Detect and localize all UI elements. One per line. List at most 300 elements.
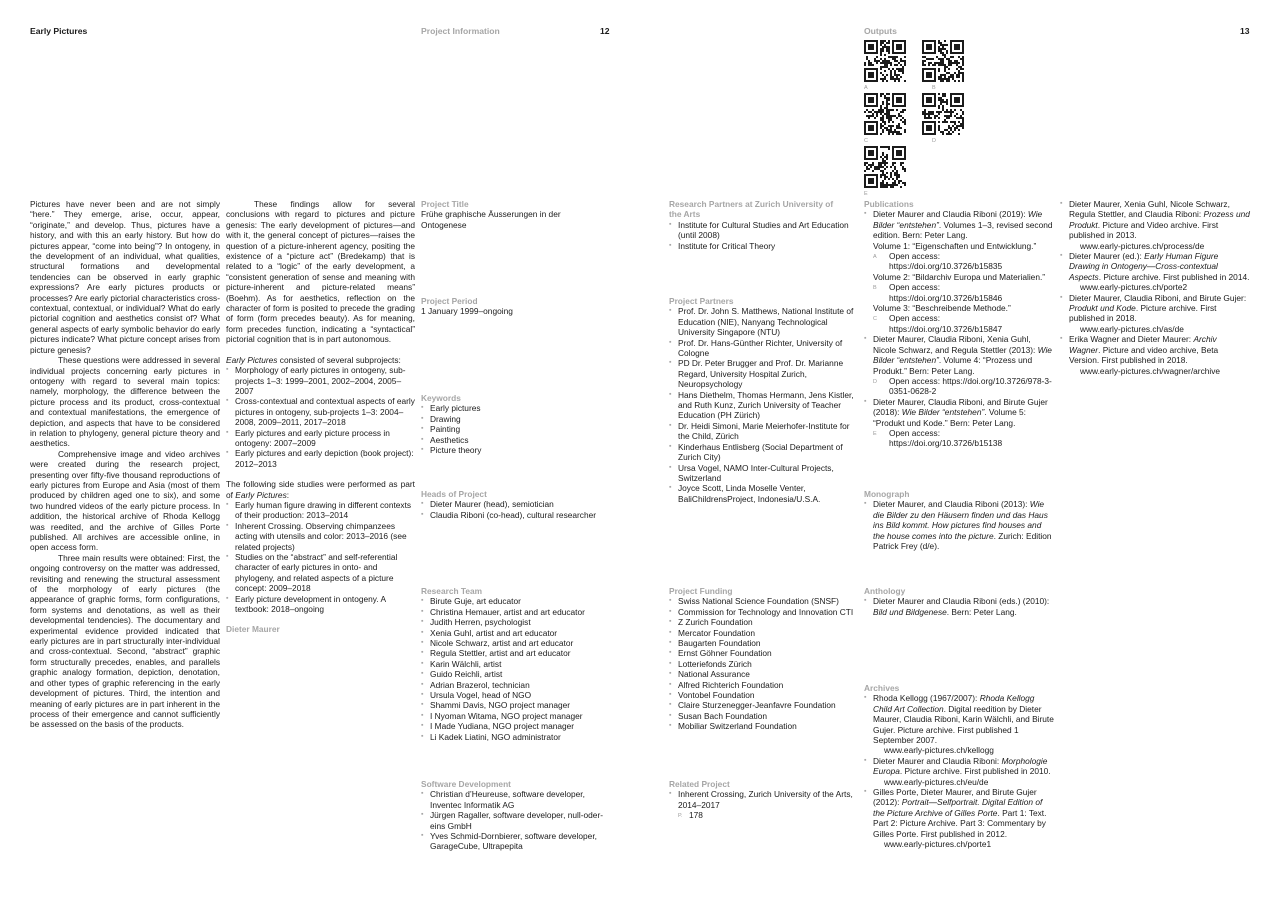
qr-module <box>890 62 892 64</box>
list-item: ▪ Inherent Crossing. Observing chimpanzees acting with utensils and color: 2013–2016 (see related projects) <box>226 521 415 552</box>
qr-module <box>936 115 938 117</box>
list-item: ▪ Joyce Scott, Linda Moselle Venter, BaliChildrensProject, Indonesia/U.S.A. <box>669 483 859 504</box>
project-period-block <box>421 296 601 317</box>
qr-module <box>938 125 940 127</box>
archive-item: ▪ Dieter Maurer, Claudia Riboni, and Birute Gujer: Produkt und Kode. Picture archive. First published in 2018. <box>1060 293 1250 324</box>
qr-module <box>890 176 892 178</box>
qr-module <box>900 119 902 121</box>
qr-module <box>868 64 870 66</box>
qr-module <box>962 56 964 58</box>
qr-module <box>888 62 890 64</box>
qr-module <box>886 166 888 168</box>
qr-module <box>958 121 960 123</box>
qr-module <box>884 160 886 162</box>
qr-module <box>898 115 900 117</box>
qr-module <box>942 109 944 111</box>
qr-module <box>884 113 886 115</box>
qr-label-c: C <box>864 138 868 144</box>
qr-module <box>938 58 940 60</box>
open-access-link[interactable]: E Open access: https://doi.org/10.3726/b15138 <box>873 427 1003 449</box>
qr-module <box>924 109 926 111</box>
qr-module <box>880 62 882 64</box>
qr-module <box>884 164 886 166</box>
qr-module <box>904 182 906 184</box>
qr-module <box>882 50 884 52</box>
qr-module <box>884 97 886 99</box>
publication-item: ▪ Dieter Maurer, and Claudia Riboni (2013): Wie die Bilder zu den Häusern finden und das Haus ins Bild kommt. How pictures find houses and the house comes into the picture. Zurich: Edition Patrick Frey (d/e). <box>864 499 1054 551</box>
qr-module <box>876 60 878 62</box>
body-paragraph: Three main results were obtained: First, the ongoing controversy on the matter was addressed, revisiting and renewing the structural assessment of the morphology of early pictures (the appearance of graphic forms, form configurations, form systems and denotations, as well as their developmental tendencies). The documentary and experimental evidence provided indicated that early pictures are in part structurally inter-individual and cross-contextual. Second, “abstract” graphic form structurally precedes, enables, and parallels graphic analogy formation, depiction, denotation, and other types of graphic referencing in the early development of pictures. Third, the intention and meaning of early pictures are in part inherent in the process of their emergence and cannot sufficiently be assessed on the basis of the products. <box>30 552 220 730</box>
qr-module <box>886 129 888 131</box>
qr-module <box>902 68 904 70</box>
qr-module <box>948 60 950 62</box>
qr-code-e[interactable] <box>864 146 906 188</box>
list-item: ▪ Karin Wälchli, artist <box>421 659 606 669</box>
qr-module <box>940 64 942 66</box>
qr-module <box>926 58 928 60</box>
list-item: ▪ Ernst Göhner Foundation <box>669 648 859 658</box>
qr-module <box>902 109 904 111</box>
qr-module <box>884 176 886 178</box>
qr-module <box>958 129 960 131</box>
qr-module <box>940 44 942 46</box>
qr-module <box>880 164 882 166</box>
qr-module <box>890 127 892 129</box>
qr-module <box>884 40 886 42</box>
qr-module <box>896 60 898 62</box>
qr-module <box>882 60 884 62</box>
qr-module <box>874 117 876 119</box>
outputs-title: Outputs <box>864 26 897 36</box>
qr-label-d: D <box>932 138 936 144</box>
publication-item: ▪ Dieter Maurer, Claudia Riboni, Xenia Guhl, Nicole Schwarz, and Regula Stettler (2013): Wie Bilder “entstehen”. Volume 4: “Prozess und Produkt.” Bern: Peter Lang. <box>864 334 1054 376</box>
qr-module <box>962 123 964 125</box>
list-item: ▪ Xenia Guhl, artist and art educator <box>421 628 606 638</box>
qr-module <box>876 56 878 58</box>
qr-module <box>952 111 954 113</box>
qr-module <box>876 111 878 113</box>
qr-module <box>874 60 876 62</box>
list-item: ▪ Institute for Cultural Studies and Art Education (until 2008) <box>669 220 859 241</box>
qr-module <box>946 78 948 80</box>
qr-module <box>960 123 962 125</box>
qr-module <box>904 62 906 64</box>
qr-finder <box>896 97 902 103</box>
qr-module <box>948 72 950 74</box>
qr-module <box>896 184 898 186</box>
qr-module <box>948 111 950 113</box>
qr-module <box>924 64 926 66</box>
qr-module <box>940 101 942 103</box>
qr-module <box>886 97 888 99</box>
qr-module <box>880 48 882 50</box>
qr-module <box>896 178 898 180</box>
qr-module <box>962 80 964 82</box>
qr-module <box>922 64 924 66</box>
qr-module <box>892 186 894 188</box>
qr-module <box>902 66 904 68</box>
qr-module <box>876 166 878 168</box>
qr-module <box>872 164 874 166</box>
qr-module <box>950 113 952 115</box>
qr-module <box>894 174 896 176</box>
qr-module <box>892 184 894 186</box>
qr-module <box>962 78 964 80</box>
qr-module <box>924 60 926 62</box>
qr-module <box>868 117 870 119</box>
list-item: ▪ Dieter Maurer (head), semiotician <box>421 499 621 509</box>
qr-module <box>880 176 882 178</box>
qr-module <box>884 44 886 46</box>
list-item: ▪ Mobiliar Switzerland Foundation <box>669 721 859 731</box>
qr-finder <box>926 44 932 50</box>
qr-module <box>892 125 894 127</box>
qr-module <box>882 158 884 160</box>
qr-module <box>882 42 884 44</box>
qr-module <box>884 178 886 180</box>
qr-module <box>886 107 888 109</box>
qr-module <box>940 97 942 99</box>
publication-item: ▪ Dieter Maurer and Claudia Riboni (eds.) (2010): Bild und Bildgenese. Bern: Peter Lang. <box>864 596 1054 617</box>
qr-module <box>946 99 948 101</box>
qr-module <box>896 176 898 178</box>
qr-module <box>940 76 942 78</box>
list-item: ▪ National Assurance <box>669 669 859 679</box>
archive-url[interactable]: www.early-pictures.ch/porte2 <box>1080 282 1188 293</box>
qr-module <box>882 48 884 50</box>
qr-module <box>880 174 882 176</box>
qr-module <box>944 95 946 97</box>
qr-module <box>950 127 952 129</box>
archive-item: ▪ Erika Wagner and Dieter Maurer: Archiv Wagner. Picture and video archive, Beta Version. First published in 2018. <box>1060 334 1250 365</box>
qr-module <box>890 174 892 176</box>
list-item: ▪ Vontobel Foundation <box>669 690 859 700</box>
qr-module <box>940 60 942 62</box>
qr-module <box>894 64 896 66</box>
qr-module <box>874 58 876 60</box>
qr-module <box>884 127 886 129</box>
qr-module <box>960 117 962 119</box>
qr-module <box>950 56 952 58</box>
qr-module <box>944 74 946 76</box>
qr-module <box>962 119 964 121</box>
list-item: ▪ Inherent Crossing, Zurich University of the Arts, 2014–2017 <box>669 789 859 810</box>
qr-module <box>928 111 930 113</box>
qr-module <box>880 105 882 107</box>
publication-item: ▪ Dieter Maurer and Claudia Riboni (2019): Wie Bilder “entstehen”. Volumes 1–3, revised second edition. Bern: Peter Lang. <box>864 209 1054 240</box>
qr-module <box>902 60 904 62</box>
qr-module <box>940 78 942 80</box>
qr-module <box>864 170 866 172</box>
qr-module <box>886 99 888 101</box>
qr-module <box>898 133 900 135</box>
list-item: ▪ Alfred Richterich Foundation <box>669 680 859 690</box>
qr-module <box>942 64 944 66</box>
qr-module <box>890 131 892 133</box>
anthology-block <box>864 586 1054 617</box>
qr-module <box>960 115 962 117</box>
qr-module <box>950 60 952 62</box>
qr-module <box>894 131 896 133</box>
qr-module <box>962 113 964 115</box>
qr-module <box>882 174 884 176</box>
qr-module <box>888 46 890 48</box>
qr-module <box>930 58 932 60</box>
qr-module <box>880 42 882 44</box>
body-column-1 <box>30 199 220 730</box>
qr-module <box>952 62 954 64</box>
qr-module <box>898 70 900 72</box>
qr-module <box>922 113 924 115</box>
list-item: ▪ Dr. Heidi Simoni, Marie Meierhofer-Institute for the Child, Zürich <box>669 421 859 442</box>
qr-module <box>956 68 958 70</box>
qr-module <box>874 166 876 168</box>
qr-module <box>928 117 930 119</box>
archive-url[interactable]: www.early-pictures.ch/process/de <box>1080 240 1205 251</box>
archive-url[interactable]: www.early-pictures.ch/wagner/archive <box>1080 365 1221 376</box>
qr-module <box>940 48 942 50</box>
keywords-block <box>421 393 601 455</box>
archive-url[interactable]: www.early-pictures.ch/eu/de <box>884 776 989 787</box>
qr-module <box>886 154 888 156</box>
qr-module <box>890 184 892 186</box>
open-access-link[interactable]: A Open access: https://doi.org/10.3726/b15835 <box>873 251 1003 272</box>
archive-item: ▪ Gilles Porte, Dieter Maurer, and Birute Gujer (2012): Portrait—Selfportrait. Digital Edition of the Picture Archive of Gilles Porte. Part 1: Text. Part 2: Picture Archive. Part 3: Commentary by Gilles Porte. First published in 2012. <box>864 787 1054 839</box>
qr-module <box>938 99 940 101</box>
qr-module <box>892 133 894 135</box>
publication-item: ▪ Dieter Maurer, Claudia Riboni, and Birute Gujer (2018): Wie Bilder “entstehen”. Volume 5: “Produkt und Kode.” Bern: Peter Lang. <box>864 397 1054 428</box>
list-item: ▪ Shammi Davis, NGO project manager <box>421 700 606 710</box>
qr-module <box>900 133 902 135</box>
qr-module <box>884 64 886 66</box>
open-access-link[interactable]: C Open access: https://doi.org/10.3726/b15847 <box>873 313 1003 334</box>
qr-module <box>938 62 940 64</box>
qr-module <box>886 101 888 103</box>
page-number-right: 13 <box>1240 26 1250 36</box>
qr-code-c[interactable] <box>864 93 906 135</box>
monograph-block <box>864 489 1054 551</box>
qr-module <box>882 101 884 103</box>
qr-module <box>944 129 946 131</box>
list-item: ▪ Early picture development in ontogeny. A textbook: 2018–ongoing <box>226 594 415 615</box>
qr-module <box>952 78 954 80</box>
qr-module <box>888 125 890 127</box>
qr-module <box>886 109 888 111</box>
qr-module <box>896 64 898 66</box>
qr-module <box>870 166 872 168</box>
qr-module <box>892 115 894 117</box>
qr-module <box>902 117 904 119</box>
qr-module <box>938 129 940 131</box>
qr-module <box>884 95 886 97</box>
qr-module <box>894 168 896 170</box>
qr-module <box>892 76 894 78</box>
anthology-label: Anthology <box>864 586 906 596</box>
section-title: Project Information <box>421 26 500 36</box>
qr-module <box>930 62 932 64</box>
qr-module <box>884 54 886 56</box>
qr-module <box>888 42 890 44</box>
qr-module <box>866 58 868 60</box>
qr-module <box>938 111 940 113</box>
list-item: ▪ Hans Diethelm, Thomas Hermann, Jens Kistler, and Ruth Kunz, Zurich University of Teacher Education (PH Zürich) <box>669 390 859 421</box>
qr-module <box>902 111 904 113</box>
qr-module <box>942 48 944 50</box>
qr-module <box>956 117 958 119</box>
qr-module <box>944 68 946 70</box>
qr-module <box>958 117 960 119</box>
side-studies-list <box>226 500 415 614</box>
qr-module <box>900 115 902 117</box>
qr-module <box>882 125 884 127</box>
qr-module <box>884 60 886 62</box>
qr-module <box>888 113 890 115</box>
monograph-label: Monograph <box>864 489 910 499</box>
qr-module <box>880 109 882 111</box>
qr-module <box>888 60 890 62</box>
qr-module <box>942 121 944 123</box>
qr-module <box>864 64 866 66</box>
qr-module <box>892 68 894 70</box>
qr-module <box>900 60 902 62</box>
archive-url[interactable]: www.early-pictures.ch/kellogg <box>884 745 994 756</box>
qr-module <box>940 80 942 82</box>
qr-module <box>864 62 866 64</box>
list-item: ▪ Yves Schmid-Dornbierer, software developer, GarageCube, Ultrapepita <box>421 831 606 852</box>
qr-module <box>884 107 886 109</box>
qr-module <box>870 115 872 117</box>
qr-module <box>888 109 890 111</box>
qr-module <box>956 64 958 66</box>
qr-module <box>952 76 954 78</box>
qr-module <box>946 111 948 113</box>
qr-module <box>880 182 882 184</box>
qr-module <box>938 78 940 80</box>
qr-module <box>944 56 946 58</box>
qr-module <box>878 109 880 111</box>
software-label: Software Development <box>421 779 511 789</box>
body-paragraph: Pictures have never been and are not simply “here.” They emerge, arise, occur, appear, “originate,” and develop. Thus, pictures have a history, and with this an early history. But how do pictures appear, “come into being”? In ontogeny, in the development of an individual, what qualities, structural formations and developmental tendencies can be observed in early graphic expressions? Are early pictures products or processes? Are early pictorial characteristics cross-contextual, contextual, or individual? What do early pictorial cognition and aesthetics consist of? What general aspects of early symbolic behavior do early pictures indicate? What picture concept arises from picture genesis? <box>30 199 220 355</box>
qr-module <box>944 76 946 78</box>
qr-module <box>880 123 882 125</box>
archive-item: ▪ Dieter Maurer, Xenia Guhl, Nicole Schwarz, Regula Stettler, and Claudia Riboni: Prozess und Produkt. Picture and Video archive. First published in 2013. <box>1060 199 1250 241</box>
open-access-link[interactable]: B Open access: https://doi.org/10.3726/b15846 <box>873 282 1003 303</box>
qr-module <box>938 117 940 119</box>
qr-module <box>880 166 882 168</box>
keywords-label: Keywords <box>421 393 461 403</box>
qr-module <box>886 184 888 186</box>
qr-module <box>868 115 870 117</box>
qr-module <box>892 182 894 184</box>
qr-module <box>888 68 890 70</box>
qr-module <box>864 162 866 164</box>
qr-module <box>950 115 952 117</box>
qr-module <box>898 180 900 182</box>
qr-module <box>946 66 948 68</box>
qr-module <box>882 103 884 105</box>
qr-module <box>902 182 904 184</box>
qr-module <box>886 48 888 50</box>
qr-module <box>886 156 888 158</box>
qr-module <box>890 172 892 174</box>
qr-finder <box>868 150 874 156</box>
list-item: ▪ Regula Stettler, artist and art educator <box>421 648 606 658</box>
archive-item: ▪ Rhoda Kellogg (1967/2007): Rhoda Kellogg Child Art Collection. Digital reedition by Dieter Maurer, Claudia Riboni, Karin Wälchli, and Birute Gujer. Picture archive. First published 1 September 2007. <box>864 693 1054 745</box>
archive-url[interactable]: www.early-pictures.ch/porte1 <box>884 839 992 850</box>
qr-module <box>894 172 896 174</box>
qr-module <box>940 103 942 105</box>
archives-block <box>864 683 1054 850</box>
qr-module <box>946 44 948 46</box>
qr-module <box>958 66 960 68</box>
qr-module <box>896 117 898 119</box>
list-item: ▪ Morphology of early pictures in ontogeny, sub-projects 1–3: 1999–2001, 2002–2004, 2005–2007 <box>226 365 415 396</box>
qr-code-b[interactable] <box>922 40 964 82</box>
qr-module <box>898 68 900 70</box>
qr-module <box>928 113 930 115</box>
qr-code-a[interactable] <box>864 40 906 82</box>
qr-module <box>956 113 958 115</box>
qr-module <box>942 58 944 60</box>
qr-module <box>882 78 884 80</box>
qr-module <box>894 115 896 117</box>
qr-module <box>948 58 950 60</box>
qr-module <box>894 60 896 62</box>
partners-label: Project Partners <box>669 296 734 306</box>
qr-module <box>924 115 926 117</box>
qr-module <box>960 58 962 60</box>
qr-module <box>938 68 940 70</box>
qr-label-b: B <box>932 85 936 91</box>
qr-module <box>890 56 892 58</box>
qr-module <box>882 115 884 117</box>
qr-module <box>880 54 882 56</box>
qr-module <box>932 113 934 115</box>
qr-module <box>886 158 888 160</box>
qr-module <box>888 103 890 105</box>
related-block <box>669 779 859 821</box>
qr-module <box>922 56 924 58</box>
archive-url[interactable]: www.early-pictures.ch/as/de <box>1080 323 1184 334</box>
qr-module <box>890 166 892 168</box>
qr-module <box>960 66 962 68</box>
qr-module <box>952 121 954 123</box>
qr-module <box>890 125 892 127</box>
qr-module <box>940 99 942 101</box>
qr-module <box>880 133 882 135</box>
qr-module <box>954 115 956 117</box>
qr-finder <box>868 97 874 103</box>
list-item: ▪ Judith Herren, psychologist <box>421 617 606 627</box>
qr-module <box>944 66 946 68</box>
qr-module <box>880 72 882 74</box>
qr-module <box>894 182 896 184</box>
qr-module <box>882 160 884 162</box>
qr-code-d[interactable] <box>922 93 964 135</box>
volume-line: Volume 3: “Beschreibende Methode.” <box>873 303 1011 314</box>
archives-label: Archives <box>864 683 900 693</box>
qr-module <box>900 164 902 166</box>
qr-module <box>944 121 946 123</box>
qr-finder <box>868 125 874 131</box>
qr-module <box>942 54 944 56</box>
qr-module <box>946 133 948 135</box>
qr-module <box>904 109 906 111</box>
qr-finder <box>868 178 874 184</box>
open-access-link[interactable]: D Open access: https://doi.org/10.3726/978-3-0351-0628-2 <box>873 375 1052 397</box>
qr-module <box>896 125 898 127</box>
qr-module <box>878 162 880 164</box>
